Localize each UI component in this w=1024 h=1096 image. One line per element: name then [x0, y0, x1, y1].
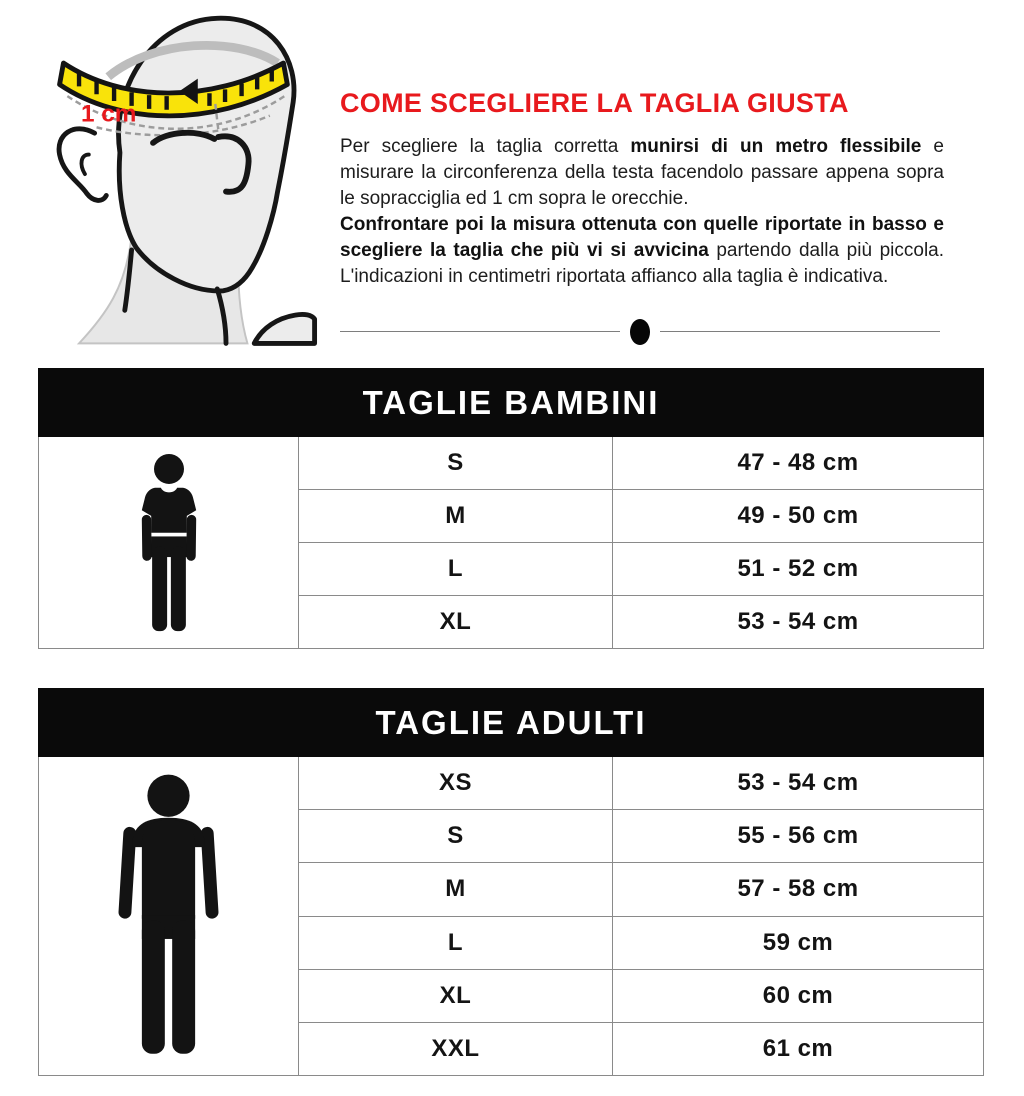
kids-size-table	[38, 368, 984, 649]
kids-table-title: TAGLIE BAMBINI	[38, 368, 984, 437]
adults-size-table	[38, 688, 984, 1076]
page-title: COME SCEGLIERE LA TAGLIA GIUSTA	[340, 88, 849, 118]
table-row: L 59 cm	[299, 916, 983, 969]
table-row: S 55 - 56 cm	[299, 809, 983, 862]
intro-paragraph-1: Per scegliere la taglia corretta munirsi di un metro flessibile e misurare la circonferenza della testa facendolo passare appena sopra le sopracciglia ed 1 cm sopra le orecchie.	[340, 136, 944, 209]
intro-paragraph-2: Confrontare poi la misura ottenuta con quelle riportate in basso e scegliere la taglia che più vi si avvicina partendo dalla più piccola. L'indicazioni in centimetri riportata affianco alla taglia è indicativa.	[340, 214, 945, 287]
adults-table-body	[38, 757, 984, 1076]
adults-icon-cell	[39, 757, 299, 1075]
kids-table-body	[38, 437, 984, 649]
table-row: L 51 - 52 cm	[299, 542, 983, 595]
child-icon	[140, 453, 198, 633]
table-row: XXL 61 cm	[299, 1022, 983, 1075]
divider-line-left	[340, 331, 620, 332]
adults-rows	[299, 757, 983, 1075]
table-row: XS 53 - 54 cm	[299, 757, 983, 809]
intro-section	[340, 88, 944, 290]
ear-lines	[59, 129, 106, 201]
far-shoulder-shape	[254, 314, 314, 343]
tape-distance-label: 1 cm	[80, 100, 137, 128]
adult-icon	[118, 773, 219, 1059]
table-row: M 49 - 50 cm	[299, 489, 983, 542]
divider-dot	[630, 319, 650, 345]
divider-line-right	[660, 331, 940, 332]
table-row: S 47 - 48 cm	[299, 437, 983, 489]
adults-table-title: TAGLIE ADULTI	[38, 688, 984, 757]
section-divider	[340, 318, 940, 345]
table-row: XL 60 cm	[299, 969, 983, 1022]
kids-rows	[299, 437, 983, 648]
table-row: XL 53 - 54 cm	[299, 595, 983, 648]
head-measuring-illustration	[44, 2, 336, 348]
kids-icon-cell	[39, 437, 299, 648]
table-row: M 57 - 58 cm	[299, 862, 983, 915]
intro-text	[340, 134, 944, 290]
